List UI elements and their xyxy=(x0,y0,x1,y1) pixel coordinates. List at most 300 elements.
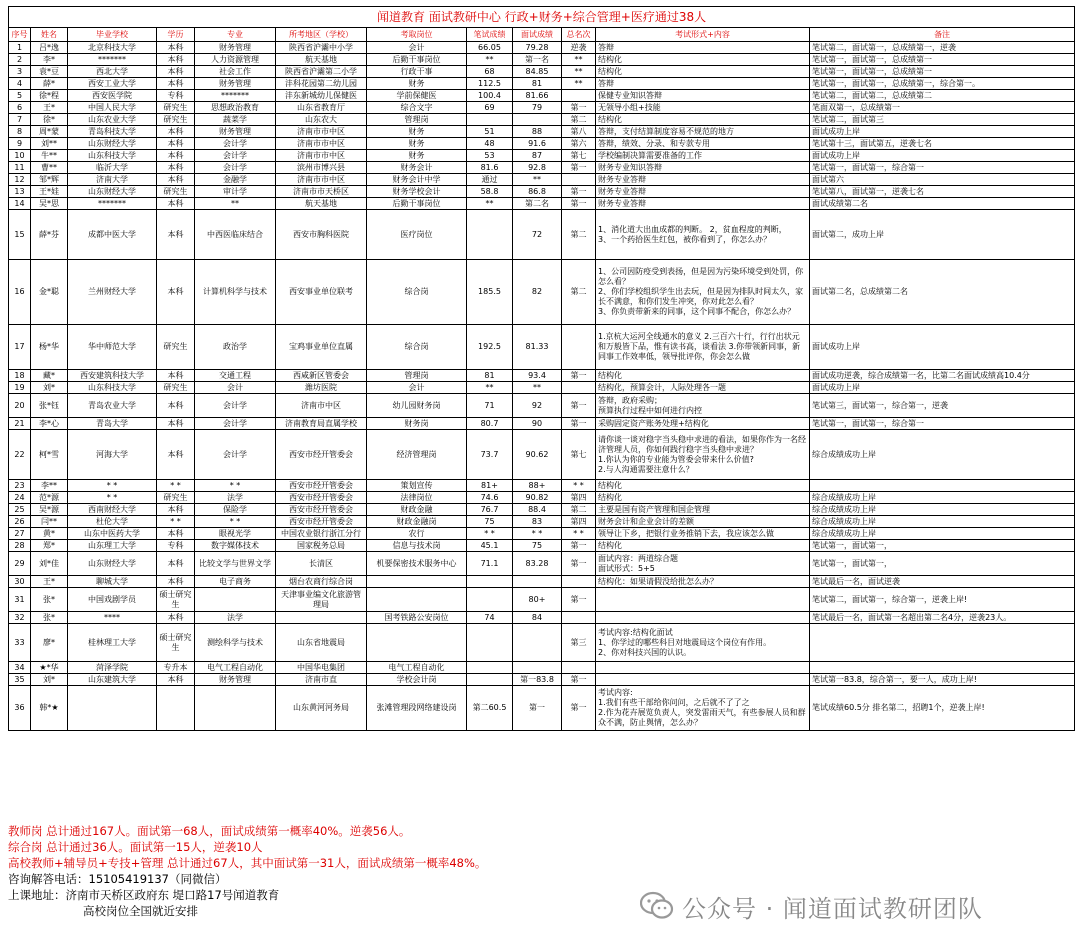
cell-remark: 笔试第二，面试第一，总成绩第一，逆袭 xyxy=(810,42,1075,54)
cell-school: 聊城大学 xyxy=(68,576,157,588)
cell-school xyxy=(68,686,157,731)
cell-school: 桂林理工大学 xyxy=(68,624,157,662)
cell-position: 财务岗 xyxy=(367,418,467,430)
cell-name: 王* xyxy=(31,102,68,114)
cell-interview-score: 90.62 xyxy=(513,430,562,480)
cell-major: 保险学 xyxy=(195,504,276,516)
cell-degree: 专科 xyxy=(157,90,195,102)
table-row xyxy=(9,138,1075,150)
cell-position: 农行 xyxy=(367,528,467,540)
cell-major: 人力资源管理 xyxy=(195,54,276,66)
cell-region: 国家税务总局 xyxy=(276,540,367,552)
cell-exam-content: 答辩，政府采购； 预算执行过程中如何进行内控 xyxy=(596,394,810,418)
cell-position: 后勤干事岗位 xyxy=(367,54,467,66)
cell-school: 临沂大学 xyxy=(68,162,157,174)
cell-exam-content: 考试内容: 1.我们有些干部给你问问，之后就不了了之 2.作为花卉展览负责人，突发雷雨天气，有些参展人员和群众不满，防止舆情，怎么办？ xyxy=(596,686,810,731)
cell-position: 财务 xyxy=(367,78,467,90)
cell-school: 济南大学 xyxy=(68,174,157,186)
cell-remark: 笔试第二，面试第二，总成绩第二 xyxy=(810,90,1075,102)
results-table xyxy=(8,6,1075,731)
cell-major: 交通工程 xyxy=(195,370,276,382)
cell-region: 济南市市天桥区 xyxy=(276,186,367,198)
cell-region: 陕西省沪灞第二小学 xyxy=(276,66,367,78)
cell-major: * * xyxy=(195,480,276,492)
cell-major: 财务管理 xyxy=(195,42,276,54)
cell-exam-content: 领导让下乡，把银行业务推销下去，我应该怎么做 xyxy=(596,528,810,540)
cell-written-score: 81+ xyxy=(467,480,513,492)
cell-school: 北京科技大学 xyxy=(68,42,157,54)
cell-name: 藏* xyxy=(31,370,68,382)
cell-degree: 本科 xyxy=(157,210,195,260)
cell-name: 刘* xyxy=(31,674,68,686)
cell-remark: 面试成功上岸 xyxy=(810,382,1075,394)
cell-position: 电气工程自动化 xyxy=(367,662,467,674)
cell-degree: * * xyxy=(157,480,195,492)
cell-written-score xyxy=(467,210,513,260)
cell-position: 财政金融岗 xyxy=(367,516,467,528)
cell-position: 行政干事 xyxy=(367,66,467,78)
cell-position: 管理岗 xyxy=(367,370,467,382)
address-line: 上课地址：济南市天桥区政府东 堤口路17号闻道教育 xyxy=(8,888,280,902)
cell-index: 31 xyxy=(9,588,31,612)
cell-interview-score: 84 xyxy=(513,612,562,624)
cell-index: 24 xyxy=(9,492,31,504)
cell-interview-score: 82 xyxy=(513,260,562,325)
cell-position: 财务学校会计 xyxy=(367,186,467,198)
cell-degree: 本科 xyxy=(157,42,195,54)
cell-degree: 研究生 xyxy=(157,492,195,504)
cell-rank: 第一 xyxy=(562,198,596,210)
cell-school: **** xyxy=(68,612,157,624)
cell-remark: 综合成绩成功上岸 xyxy=(810,492,1075,504)
cell-position: 幼儿园财务岗 xyxy=(367,394,467,418)
cell-rank xyxy=(562,612,596,624)
cell-degree: 专升本 xyxy=(157,662,195,674)
cell-rank: 第一 xyxy=(562,370,596,382)
cell-degree: 本科 xyxy=(157,162,195,174)
table-row xyxy=(9,162,1075,174)
cell-name: 金*聪 xyxy=(31,260,68,325)
cell-interview-score: 第一83.8 xyxy=(513,674,562,686)
cell-region: 沣科花园第二幼儿园 xyxy=(276,78,367,90)
cell-rank: 第一 xyxy=(562,540,596,552)
table-row xyxy=(9,42,1075,54)
cell-written-score: 112.5 xyxy=(467,78,513,90)
cell-region: 天津事业编文化旅游管理局 xyxy=(276,588,367,612)
cell-region: 滨州市博兴县 xyxy=(276,162,367,174)
cell-index: 25 xyxy=(9,504,31,516)
cell-position xyxy=(367,576,467,588)
cell-interview-score: ** xyxy=(513,174,562,186)
cell-written-score: 48 xyxy=(467,138,513,150)
cell-remark xyxy=(810,480,1075,492)
cell-index: 17 xyxy=(9,325,31,370)
cell-written-score: 76.7 xyxy=(467,504,513,516)
cell-remark: 笔试第八，面试第一，逆袭七名 xyxy=(810,186,1075,198)
cell-exam-content: 1、公司因防疫受到表扬，但是因为污染环境受到处罚，你怎么看？ 2、你们学校组织学生出去玩，但是因为排队时间太久，家长不满意，和你们发生冲突，你对此怎么看？ 3、你负责带新来的同事，这个同事不配合，你怎么办？ xyxy=(596,260,810,325)
cell-index: 13 xyxy=(9,186,31,198)
table-row xyxy=(9,186,1075,198)
cell-rank xyxy=(562,90,596,102)
cell-index: 21 xyxy=(9,418,31,430)
cell-region: 西安市经开管委会 xyxy=(276,516,367,528)
cell-major xyxy=(195,686,276,731)
cell-position: 医疗岗位 xyxy=(367,210,467,260)
cell-interview-score: 第二名 xyxy=(513,198,562,210)
cell-degree: 本科 xyxy=(157,54,195,66)
cell-school: 山东中医药大学 xyxy=(68,528,157,540)
cell-rank: 逆袭 xyxy=(562,42,596,54)
cell-exam-content: 面试内容：两道综合题 面试形式：5+5 xyxy=(596,552,810,576)
cell-degree: 研究生 xyxy=(157,186,195,198)
cell-name: 牛** xyxy=(31,150,68,162)
table-row xyxy=(9,552,1075,576)
cell-written-score xyxy=(467,588,513,612)
cell-school: 山东科技大学 xyxy=(68,382,157,394)
cell-remark: 笔试最后一名，面试第一名超出第二名4分，逆袭23人。 xyxy=(810,612,1075,624)
college-summary: 高校教师+辅导员+专技+管理 总计通过67人，其中面试第一31人，面试成绩第一概率48%。 xyxy=(8,856,487,870)
cell-exam-content: 答辩，支付结算制度容易不规范的地方 xyxy=(596,126,810,138)
cell-exam-content xyxy=(596,612,810,624)
cell-index: 11 xyxy=(9,162,31,174)
wechat-account: 公众号 · 闻道面试教研团队 xyxy=(682,894,983,923)
cell-position: 国考铁路公安岗位 xyxy=(367,612,467,624)
cell-school: 菏泽学院 xyxy=(68,662,157,674)
cell-school: 兰州财经大学 xyxy=(68,260,157,325)
cell-degree: 本科 xyxy=(157,394,195,418)
cell-region: 西咸新区管委会 xyxy=(276,370,367,382)
cell-exam-content xyxy=(596,674,810,686)
cell-major: 会计学 xyxy=(195,430,276,480)
cell-major: 审计学 xyxy=(195,186,276,198)
cell-degree: 本科 xyxy=(157,66,195,78)
cell-region: 山东黄河河务局 xyxy=(276,686,367,731)
teacher-summary: 教师岗 总计通过167人。面试第一68人，面试成绩第一概率40%。逆袭56人。 xyxy=(8,824,411,838)
cell-rank: * * xyxy=(562,480,596,492)
cell-school: * * xyxy=(68,492,157,504)
cell-exam-content: 1.京杭大运河全线通水的意义 2.三百六十行，行行出状元和万般皆下品，惟有读书高，谈看法 3.你带领新同事，新同事工作效率低，领导批评你，你会怎么做 xyxy=(596,325,810,370)
cell-interview-score: 72 xyxy=(513,210,562,260)
wechat-watermark xyxy=(640,886,983,926)
cell-remark: 笔试第一，面试第一， xyxy=(810,540,1075,552)
cell-index: 18 xyxy=(9,370,31,382)
header-position: 考取岗位 xyxy=(367,28,467,42)
cell-major: 会计学 xyxy=(195,394,276,418)
cell-remark: 笔试第二，面试第一，综合第一，逆袭上岸! xyxy=(810,588,1075,612)
cell-position: 信息与技术岗 xyxy=(367,540,467,552)
cell-index: 3 xyxy=(9,66,31,78)
cell-rank: 第六 xyxy=(562,138,596,150)
cell-remark: 面试成绩第二名 xyxy=(810,198,1075,210)
cell-interview-score: 81 xyxy=(513,78,562,90)
cell-remark: 综合成绩成功上岸 xyxy=(810,430,1075,480)
cell-school: 西安工业大学 xyxy=(68,78,157,90)
cell-name: 吴*思 xyxy=(31,198,68,210)
table-row xyxy=(9,102,1075,114)
cell-interview-score: 87 xyxy=(513,150,562,162)
cell-index: 19 xyxy=(9,382,31,394)
cell-index: 36 xyxy=(9,686,31,731)
cell-degree: * * xyxy=(157,516,195,528)
cell-exam-content: 财务专业答辩 xyxy=(596,198,810,210)
table-row xyxy=(9,528,1075,540)
table-row xyxy=(9,492,1075,504)
cell-degree: 本科 xyxy=(157,138,195,150)
cell-remark: 笔试第一，面试第一，综合第一 xyxy=(810,162,1075,174)
cell-remark: 面试第二，成功上岸 xyxy=(810,210,1075,260)
cell-degree: 本科 xyxy=(157,260,195,325)
cell-degree: 本科 xyxy=(157,576,195,588)
cell-position: 综合文字 xyxy=(367,102,467,114)
cell-interview-score: 88+ xyxy=(513,480,562,492)
table-row xyxy=(9,540,1075,552)
cell-index: 6 xyxy=(9,102,31,114)
cell-school: 西安医学院 xyxy=(68,90,157,102)
cell-name: 郑* xyxy=(31,540,68,552)
cell-rank: 第三 xyxy=(562,624,596,662)
cell-name: 吕*逸 xyxy=(31,42,68,54)
table-row xyxy=(9,674,1075,686)
cell-interview-score: * * xyxy=(513,528,562,540)
cell-name: 廖* xyxy=(31,624,68,662)
table-row xyxy=(9,198,1075,210)
cell-interview-score: 81.33 xyxy=(513,325,562,370)
table-row xyxy=(9,370,1075,382)
cell-region: 沣东新城幼儿保健医 xyxy=(276,90,367,102)
cell-remark: 笔试第一，面试第一，总成绩第一 xyxy=(810,54,1075,66)
cell-exam-content: 考试内容:结构化面试 1、你学过的哪些科目对地震局这个岗位有作用。 2、你对科技兴国的认识。 xyxy=(596,624,810,662)
cell-exam-content xyxy=(596,588,810,612)
cell-exam-content: 财务专业答辩 xyxy=(596,186,810,198)
cell-major: 会计学 xyxy=(195,162,276,174)
cell-major: ******* xyxy=(195,90,276,102)
cell-rank: 第一 xyxy=(562,102,596,114)
cell-written-score: 71 xyxy=(467,394,513,418)
cell-region: 西安市经开管委会 xyxy=(276,492,367,504)
cell-rank: 第一 xyxy=(562,552,596,576)
cell-interview-score: 第一名 xyxy=(513,54,562,66)
cell-position: 机要保密技术服务中心 xyxy=(367,552,467,576)
header-written-score: 笔试成绩 xyxy=(467,28,513,42)
cell-position: 财务 xyxy=(367,126,467,138)
cell-region: 西安市经开管委会 xyxy=(276,504,367,516)
cell-school: 山东财经大学 xyxy=(68,552,157,576)
cell-interview-score xyxy=(513,576,562,588)
phone-line: 咨询解答电话：15105419137（同微信） xyxy=(8,872,227,886)
cell-rank xyxy=(562,576,596,588)
cell-degree: 本科 xyxy=(157,174,195,186)
header-interview-score: 面试成绩 xyxy=(513,28,562,42)
cell-index: 30 xyxy=(9,576,31,588)
cell-region: 中国农业银行浙江分行 xyxy=(276,528,367,540)
cell-exam-content: 学校编制决算需要准备的工作 xyxy=(596,150,810,162)
cell-exam-content: 答辩 xyxy=(596,42,810,54)
cell-major: 蔬菜学 xyxy=(195,114,276,126)
national-line: 高校岗位全国就近安排 xyxy=(83,904,198,918)
table-row xyxy=(9,576,1075,588)
cell-written-score: 81 xyxy=(467,370,513,382)
cell-region: 济南市直 xyxy=(276,674,367,686)
cell-written-score: 185.5 xyxy=(467,260,513,325)
cell-name: 范*源 xyxy=(31,492,68,504)
cell-position: 综合岗 xyxy=(367,325,467,370)
cell-major xyxy=(195,588,276,612)
cell-school: 青岛农业大学 xyxy=(68,394,157,418)
cell-exam-content: 无领导小组+技能 xyxy=(596,102,810,114)
cell-rank xyxy=(562,325,596,370)
cell-name: 薛*芬 xyxy=(31,210,68,260)
cell-exam-content: 结构化 xyxy=(596,480,810,492)
cell-rank: 第二 xyxy=(562,504,596,516)
cell-name: 袁*豆 xyxy=(31,66,68,78)
cell-rank: ** xyxy=(562,54,596,66)
cell-degree xyxy=(157,686,195,731)
cell-region: 中国华电集团 xyxy=(276,662,367,674)
cell-written-score xyxy=(467,114,513,126)
table-row xyxy=(9,114,1075,126)
cell-index: 2 xyxy=(9,54,31,66)
cell-name: 张*钰 xyxy=(31,394,68,418)
cell-region: 西安市胸科医院 xyxy=(276,210,367,260)
cell-major: 财务管理 xyxy=(195,674,276,686)
cell-major: 会计 xyxy=(195,382,276,394)
cell-degree: 硕士研究生 xyxy=(157,588,195,612)
cell-written-score: 通过 xyxy=(467,174,513,186)
cell-position: 财务会计 xyxy=(367,162,467,174)
cell-interview-score: 88.4 xyxy=(513,504,562,516)
cell-region: 济南教育局直属学校 xyxy=(276,418,367,430)
cell-degree: 本科 xyxy=(157,126,195,138)
cell-degree: 本科 xyxy=(157,78,195,90)
cell-index: 7 xyxy=(9,114,31,126)
cell-school: 成都中医大学 xyxy=(68,210,157,260)
cell-remark: 笔面双第一，总成绩第一 xyxy=(810,102,1075,114)
cell-degree: 研究生 xyxy=(157,325,195,370)
cell-exam-content: 结构化 xyxy=(596,370,810,382)
cell-written-score: ** xyxy=(467,382,513,394)
cell-position: 会计 xyxy=(367,42,467,54)
cell-exam-content: 结构化 xyxy=(596,540,810,552)
cell-written-score: 73.7 xyxy=(467,430,513,480)
cell-name: 李*心 xyxy=(31,418,68,430)
cell-remark: 笔试成绩60.5分 排名第二，招聘1个，逆袭上岸! xyxy=(810,686,1075,731)
cell-name: 王*娃 xyxy=(31,186,68,198)
header-remark: 备注 xyxy=(810,28,1075,42)
cell-rank xyxy=(562,382,596,394)
cell-position xyxy=(367,624,467,662)
cell-rank: 第一 xyxy=(562,186,596,198)
cell-index: 5 xyxy=(9,90,31,102)
cell-index: 9 xyxy=(9,138,31,150)
cell-region: 航天基地 xyxy=(276,198,367,210)
cell-written-score: ** xyxy=(467,198,513,210)
cell-remark: 面试第二名，总成绩第二名 xyxy=(810,260,1075,325)
cell-position: 财务 xyxy=(367,138,467,150)
cell-remark: 综合成绩成功上岸 xyxy=(810,528,1075,540)
header-row xyxy=(9,28,1075,42)
cell-major: 法学 xyxy=(195,612,276,624)
cell-interview-score: 88 xyxy=(513,126,562,138)
cell-rank: 第一 xyxy=(562,674,596,686)
cell-exam-content: 结构化 xyxy=(596,114,810,126)
cell-written-score: 100.4 xyxy=(467,90,513,102)
cell-index: 4 xyxy=(9,78,31,90)
cell-major: 会计学 xyxy=(195,150,276,162)
cell-major: 电气工程自动化 xyxy=(195,662,276,674)
cell-written-score xyxy=(467,674,513,686)
cell-index: 35 xyxy=(9,674,31,686)
cell-major: 会计学 xyxy=(195,418,276,430)
cell-major: 社会工作 xyxy=(195,66,276,78)
cell-remark: 面试成功上岸 xyxy=(810,126,1075,138)
cell-name: 杨*华 xyxy=(31,325,68,370)
table-row xyxy=(9,686,1075,731)
page-title: 闻道教育 面试教研中心 行政+财务+综合管理+医疗通过38人 xyxy=(9,7,1075,28)
cell-index: 12 xyxy=(9,174,31,186)
cell-school: 杜伦大学 xyxy=(68,516,157,528)
cell-index: 32 xyxy=(9,612,31,624)
cell-written-score: 74 xyxy=(467,612,513,624)
cell-school: ******* xyxy=(68,54,157,66)
cell-exam-content xyxy=(596,662,810,674)
cell-remark: 综合成绩成功上岸 xyxy=(810,504,1075,516)
cell-region: 潍坊医院 xyxy=(276,382,367,394)
cell-position: 管理岗 xyxy=(367,114,467,126)
cell-major: 政治学 xyxy=(195,325,276,370)
cell-remark: 笔试第一，面试第一， xyxy=(810,552,1075,576)
cell-major: 眼视光学 xyxy=(195,528,276,540)
table-row xyxy=(9,418,1075,430)
cell-major: * * xyxy=(195,516,276,528)
table-row xyxy=(9,382,1075,394)
table-row xyxy=(9,54,1075,66)
cell-degree: 本科 xyxy=(157,418,195,430)
cell-region: 陕西省沪灞中小学 xyxy=(276,42,367,54)
table-row xyxy=(9,66,1075,78)
cell-index: 10 xyxy=(9,150,31,162)
cell-written-score: 69 xyxy=(467,102,513,114)
cell-school: 中国人民大学 xyxy=(68,102,157,114)
cell-region: 航天基地 xyxy=(276,54,367,66)
cell-degree: 研究生 xyxy=(157,102,195,114)
cell-degree: 硕士研究生 xyxy=(157,624,195,662)
cell-major: 财务管理 xyxy=(195,78,276,90)
cell-degree: 研究生 xyxy=(157,114,195,126)
cell-major: 中西医临床结合 xyxy=(195,210,276,260)
cell-school: 中国戏剧学员 xyxy=(68,588,157,612)
cell-degree: 本科 xyxy=(157,528,195,540)
table-row xyxy=(9,588,1075,612)
cell-written-score: 80.7 xyxy=(467,418,513,430)
cell-interview-score xyxy=(513,662,562,674)
cell-degree: 本科 xyxy=(157,430,195,480)
cell-exam-content: 财务会计和企业会计的差额 xyxy=(596,516,810,528)
cell-rank: * * xyxy=(562,528,596,540)
cell-name: 刘*佳 xyxy=(31,552,68,576)
cell-name: ★*华 xyxy=(31,662,68,674)
cell-interview-score: 79 xyxy=(513,102,562,114)
cell-index: 26 xyxy=(9,516,31,528)
cell-remark: 面试成功上岸 xyxy=(810,150,1075,162)
table-row xyxy=(9,394,1075,418)
cell-major: 思想政治教育 xyxy=(195,102,276,114)
cell-school: 山东科技大学 xyxy=(68,150,157,162)
cell-name: 徐*程 xyxy=(31,90,68,102)
cell-major: 会计学 xyxy=(195,138,276,150)
header-major: 专业 xyxy=(195,28,276,42)
cell-exam-content: 采购固定资产账务处理+结构化 xyxy=(596,418,810,430)
cell-degree: 本科 xyxy=(157,370,195,382)
